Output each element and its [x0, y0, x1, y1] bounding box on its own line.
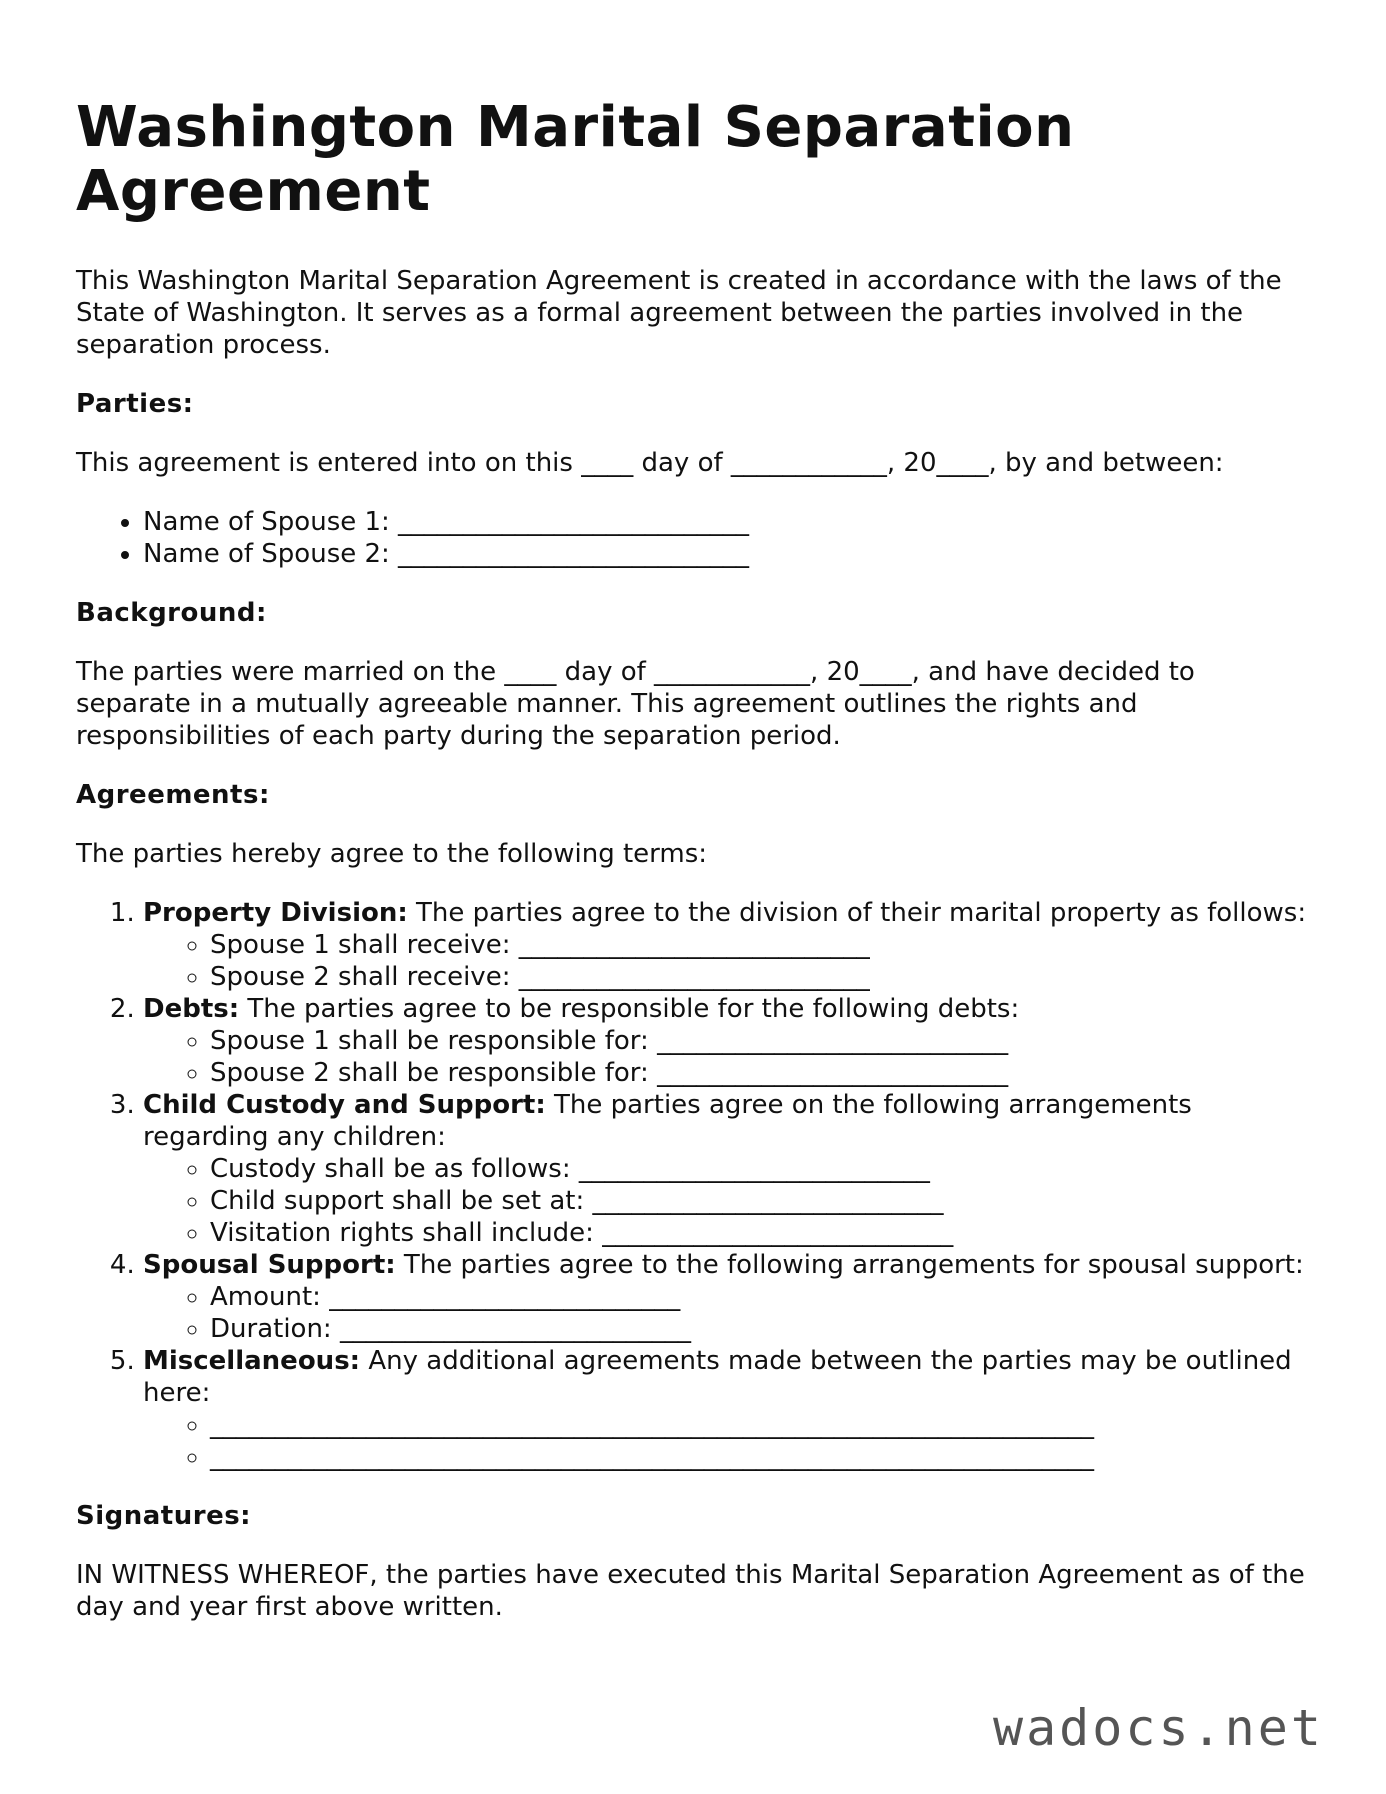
watermark: wadocs.net: [992, 1699, 1324, 1757]
spouse-2-name-line: • Name of Spouse 2: ___________________________: [143, 538, 1316, 570]
parties-heading: Parties:: [76, 389, 194, 419]
parties-entered-text: This agreement is entered into on this ____ day of ____________, 20____, by and between:: [76, 448, 1224, 478]
term-child-custody: [143, 1089, 1316, 1249]
term-title: Spousal Support:: [143, 1250, 396, 1280]
spouse-1-name-line: • Name of Spouse 1: ___________________________: [143, 506, 1316, 538]
signatures-heading: Signatures:: [76, 1501, 252, 1531]
term-spousal-support: [143, 1249, 1316, 1345]
list-item: ◦ Spouse 2 shall be responsible for: ___________________________: [210, 1057, 1316, 1089]
term-text: Any additional agreements made between the parties may be outlined here:: [143, 1346, 1292, 1408]
list-item: ◦ ____________________________________________________________________: [210, 1441, 1316, 1473]
term-miscellaneous: [143, 1345, 1316, 1473]
document-page: [76, 96, 1316, 1623]
term-text: The parties agree to the following arrangements for spousal support:: [395, 1250, 1304, 1280]
background-text: The parties were married on the ____ day of ____________, 20____, and have decided to separate in a mutually agreeable manner. This agreement outlines the rights and responsibilities of each party during the separation period.: [76, 657, 1195, 751]
term-sublist: [143, 929, 1316, 993]
background-heading: Background:: [76, 598, 267, 628]
term-title: Debts:: [143, 994, 240, 1024]
list-item: ◦ Duration: ___________________________: [210, 1313, 1316, 1345]
term-text: The parties agree to the division of their marital property as follows:: [407, 898, 1307, 928]
term-sublist: [143, 1281, 1316, 1345]
term-sublist: [143, 1409, 1316, 1473]
list-item: ◦ Child support shall be set at: ___________________________: [210, 1185, 1316, 1217]
term-debts: [143, 993, 1316, 1089]
list-item: ◦ Visitation rights shall include: ___________________________: [210, 1217, 1316, 1249]
term-property-division: [143, 897, 1316, 993]
page-title: Washington Marital Separation Agreement: [76, 95, 1075, 224]
list-item: ◦ Spouse 2 shall receive: ___________________________: [210, 961, 1316, 993]
list-item: ◦ Spouse 1 shall receive: ___________________________: [210, 929, 1316, 961]
term-title: Miscellaneous:: [143, 1346, 361, 1376]
list-item: ◦ Spouse 1 shall be responsible for: ___________________________: [210, 1025, 1316, 1057]
list-item: ◦ ____________________________________________________________________: [210, 1409, 1316, 1441]
list-item: ◦ Amount: ___________________________: [210, 1281, 1316, 1313]
agreements-heading: Agreements:: [76, 780, 270, 810]
term-sublist: [143, 1025, 1316, 1089]
signatures-text: IN WITNESS WHEREOF, the parties have executed this Marital Separation Agreement as of the day and year first above written.: [76, 1560, 1305, 1622]
term-text: The parties agree to be responsible for the following debts:: [239, 994, 1020, 1024]
term-text: The parties agree on the following arrangements regarding any children:: [143, 1090, 1192, 1152]
spouse-list: [76, 506, 1316, 570]
terms-list: [76, 897, 1316, 1473]
term-sublist: [143, 1153, 1316, 1249]
list-item: ◦ Custody shall be as follows: ___________________________: [210, 1153, 1316, 1185]
agreements-intro: The parties hereby agree to the following terms:: [76, 839, 708, 869]
intro-paragraph: This Washington Marital Separation Agreement is created in accordance with the laws of the State of Washington. It serves as a formal agreement between the parties involved in the separation process.: [76, 266, 1282, 360]
term-title: Child Custody and Support:: [143, 1090, 546, 1120]
term-title: Property Division:: [143, 898, 408, 928]
